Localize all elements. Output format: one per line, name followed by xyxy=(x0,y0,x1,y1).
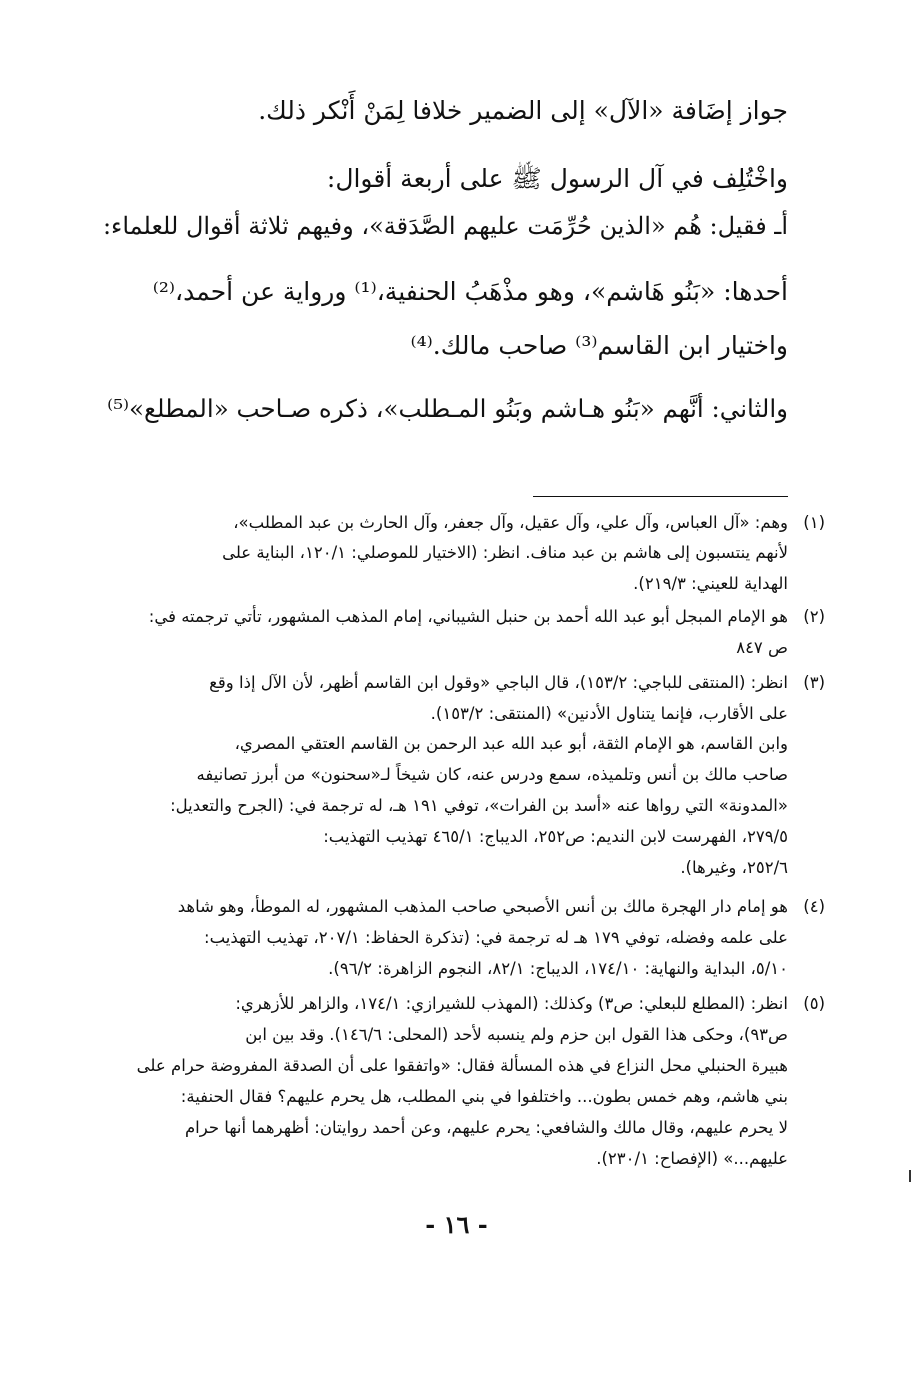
footnote-number: (٢) xyxy=(803,607,825,626)
footnote-number: (١) xyxy=(803,513,825,532)
footnote-line: صاحب مالك بن أنس وتلميذه، سمع ودرس عنه، كان شيخاً لـ«سحنون» من أبرز تصانيفه xyxy=(196,765,788,784)
footnote-number: (٥) xyxy=(803,994,825,1013)
page-number: - ١٦ - xyxy=(425,1210,488,1239)
footnote-line: لا يحرم عليهم، وقال مالك والشافعي: يحرم عليهم، وعن أحمد روايتان: أظهرهما أنها حرام xyxy=(184,1118,788,1137)
main-text-line: أحدها: «بَنُو هَاشم»، وهو مذْهَبُ الحنفية،⁽¹⁾ ورواية عن أحمد،⁽²⁾ xyxy=(152,277,788,306)
footnote-line: هبيرة الحنبلي محل النزاع في هذه المسألة فقال: «واتفقوا على أن الصدقة المفروضة حرام على xyxy=(136,1056,788,1075)
footnote-line: على الأقارب، فإنما يتناول الأدنين» (المنتقى: ١٥٣/٢). xyxy=(430,704,788,723)
footnote-line: ٢٧٩/٥، الفهرست لابن النديم: ص٢٥٢، الديباج: ٤٦٥/١ تهذيب التهذيب: xyxy=(323,827,788,846)
footnote-line: وهم: «آل العباس، وآل علي، وآل عقيل، وآل جعفر، وآل الحارث بن عبد المطلب»، xyxy=(233,513,788,532)
main-text-line: والثاني: أنَّهم «بَنُو هـاشم وبَنُو المـطلب»، ذكره صـاحب «المطلع»⁽⁵⁾ xyxy=(107,394,788,423)
footnote-line: «المدونة» التي رواها عنه «أسد بن الفرات»، توفي ١٩١ هـ، له ترجمة في: (الجرح والتعديل: xyxy=(170,796,788,815)
footnote-line: على علمه وفضله، توفي ١٧٩ هـ له ترجمة في: (تذكرة الحفاظ: ٢٠٧/١، تهذيب التهذيب: xyxy=(204,928,788,947)
footnote-number: (٣) xyxy=(803,673,825,692)
footnote-line: انظر: (المنتقى للباجي: ١٥٣/٢)، قال الباجي «وقول ابن القاسم أظهر، لأن الآل إذا وقع xyxy=(209,673,788,692)
main-text-line: أـ فقيل: هُم «الذين حُرِّمَت عليهم الصَّدَقة»، وفيهم ثلاثة أقوال للعلماء: xyxy=(102,212,788,240)
scan-edge-mark xyxy=(909,1170,911,1182)
main-text-line: واخْتُلِف في آل الرسول ﷺ على أربعة أقوال: xyxy=(326,164,788,193)
footnote-line: هو إمام دار الهجرة مالك بن أنس الأصبحي صاحب المذهب المشهور، له الموطأ، وهو شاهد xyxy=(177,897,788,916)
footnote-number: (٤) xyxy=(803,897,825,916)
footnote-line: ص ٨٤٧ xyxy=(736,638,788,657)
footnote-separator xyxy=(533,496,788,497)
footnote-line: ٥/١٠، البداية والنهاية: ١٧٤/١٠، الديباج: ٨٢/١، النجوم الزاهرة: ٩٦/٢). xyxy=(328,959,788,978)
footnote-line: ص٩٣)، وحكى هذا القول ابن حزم ولم ينسبه لأحد (المحلى: ١٤٦/٦). وقد بين ابن xyxy=(245,1025,788,1044)
footnote-line: عليهم...» (الإفصاح: ٢٣٠/١). xyxy=(596,1149,788,1168)
footnote-line: لأنهم ينتسبون إلى هاشم بن عبد مناف. انظر: (الاختيار للموصلي: ١٢٠/١، البناية على xyxy=(222,543,788,562)
footnote-line: هو الإمام المبجل أبو عبد الله أحمد بن حنبل الشيباني، إمام المذهب المشهور، تأتي ترجمته في: xyxy=(148,607,788,626)
footnote-line: انظر: (المطلع للبعلي: ص٣) وكذلك: (المهذب للشيرازي: ١٧٤/١، والزاهر للأزهري: xyxy=(235,994,788,1013)
footnote-line: الهداية للعيني: ٢١٩/٣). xyxy=(633,574,788,593)
main-text-line: واختيار ابن القاسم⁽³⁾ صاحب مالك.⁽⁴⁾ xyxy=(410,331,788,360)
main-text-line: جواز إضَافة «الآل» إلى الضمير خلافا لِمَنْ أَنْكر ذلك. xyxy=(258,96,788,125)
footnote-line: ٢٥٢/٦، وغيرها). xyxy=(680,858,788,877)
footnote-line: بني هاشم، وهم خمس بطون... واختلفوا في بني المطلب، هل يحرم عليهم؟ فقال الحنفية: xyxy=(180,1087,788,1106)
footnote-line: وابن القاسم، هو الإمام الثقة، أبو عبد الله عبد الرحمن بن القاسم العتقي المصري، xyxy=(234,734,788,753)
